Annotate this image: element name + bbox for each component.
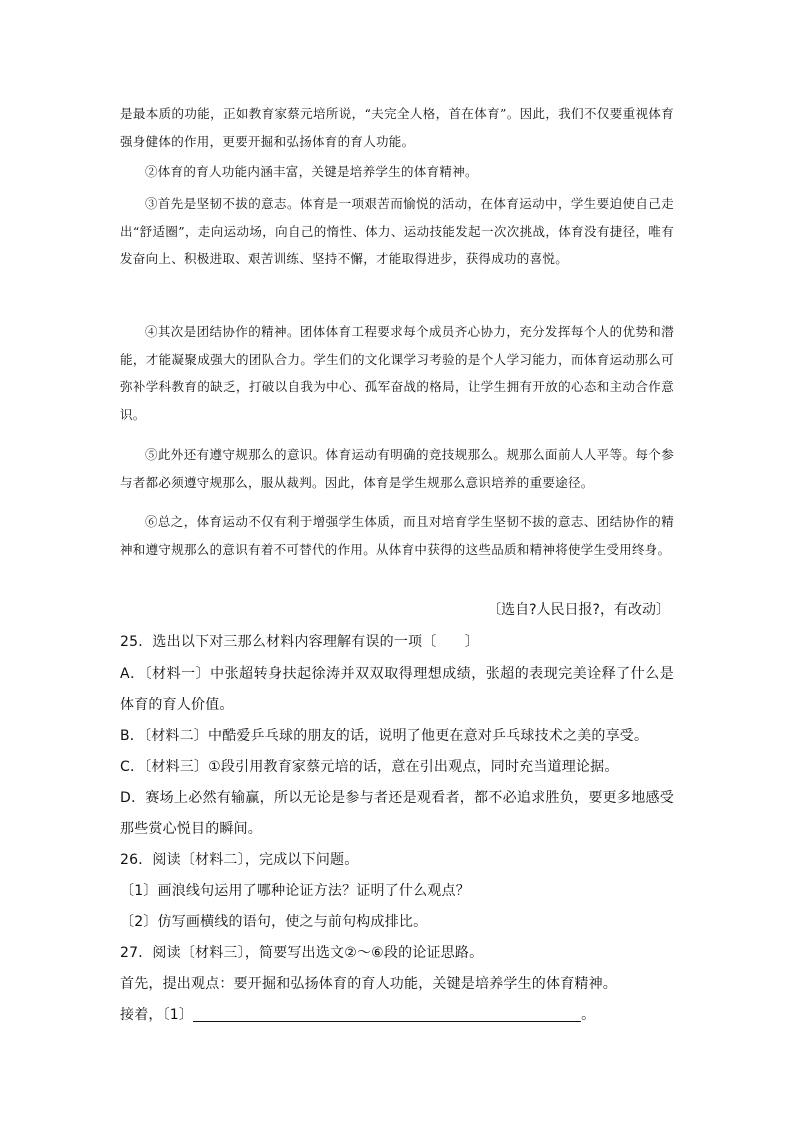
question-25-option-a: A．〔材料一〕中张超转身扶起徐涛并双双取得理想成绩，张超的表现完美诠释了什么是体育的育人价值。 bbox=[120, 666, 674, 713]
article-paragraph-3: ③首先是坚韧不拔的意志。体育是一项艰苦而愉悦的活动，在体育运动中，学生要迫使自己走出“舒适圈”，走向运动场，向自己的惰性、体力、运动技能发起一次次挑战，体育没有捷径，唯有发奋向上、积极进取、艰苦训练、坚持不懈，才能取得进步，获得成功的喜悦。 bbox=[120, 196, 674, 266]
question-27-next-suffix: 。 bbox=[581, 1007, 596, 1023]
article-paragraph-5: ⑤此外还有遵守规那么的意识。体育运动有明确的竞技规那么。规那么面前人人平等。每个参与者都必须遵守规那么，服从裁判。因此，体育是学生规那么意识培养的重要途径。 bbox=[120, 447, 674, 490]
article-paragraph-2: ②体育的育人功能内涵丰富，关键是培养学生的体育精神。 bbox=[145, 164, 478, 179]
article-paragraph-4: ④其次是团结协作的精神。团体体育工程要求每个成员齐心协力，充分发挥每个人的优势和潜能，才能凝聚成强大的团队合力。学生们的文化课学习考验的是个人学习能力，而体育运动那么可弥补学科教育的缺乏，打破以自我为中心、孤军奋战的格局，让学生拥有开放的心态和主动合作意识。 bbox=[120, 324, 674, 422]
article-paragraph-1-end: 是最本质的功能，正如教育家蔡元培所说，“夫完全人格，首在体育”。因此，我们不仅要重视体育强身健体的作用，更要开掘和弘扬体育的育人功能。 bbox=[120, 106, 674, 149]
question-25-option-b: B．〔材料二〕中酷爱乒乓球的朋友的话，说明了他更在意对乒乓球技术之美的享受。 bbox=[120, 728, 649, 744]
answer-blank-line[interactable] bbox=[193, 1007, 581, 1022]
question-27: 27．阅读〔材料三〕，简要写出选文②～⑥段的论证思路。 bbox=[120, 945, 484, 961]
question-26-part-2: 〔2〕仿写画横线的语句，使之与前句构成排比。 bbox=[120, 914, 428, 930]
question-27-next-prefix: 接着，〔1〕 bbox=[120, 1007, 194, 1023]
question-25: 25．选出以下对三那么材料内容理解有误的一项〔 〕 bbox=[120, 634, 480, 650]
question-25-option-d: D．赛场上必然有输赢，所以无论是参与者还是观看者，都不必追求胜负，要更多地感受那些赏心悦目的瞬间。 bbox=[120, 790, 674, 837]
question-26: 26．阅读〔材料二〕，完成以下问题。 bbox=[120, 852, 359, 868]
question-25-option-c: C．〔材料三〕①段引用教育家蔡元培的话，意在引出观点，同时充当道理论据。 bbox=[120, 759, 619, 775]
question-27-next bbox=[120, 1000, 674, 1031]
question-27-first: 首先，提出观点：要开掘和弘扬体育的育人功能，关键是培养学生的体育精神。 bbox=[120, 976, 617, 992]
question-26-part-1: 〔1〕画浪线句运用了哪种论证方法？证明了什么观点？ bbox=[120, 883, 470, 899]
article-source: 〔选自?人民日报?，有改动〕 bbox=[487, 602, 670, 618]
article-paragraph-6: ⑥总之，体育运动不仅有利于增强学生体质，而且对培育学生坚韧不拔的意志、团结协作的精神和遵守规那么的意识有着不可替代的作用。从体育中获得的这些品质和精神将使学生受用终身。 bbox=[120, 514, 674, 557]
